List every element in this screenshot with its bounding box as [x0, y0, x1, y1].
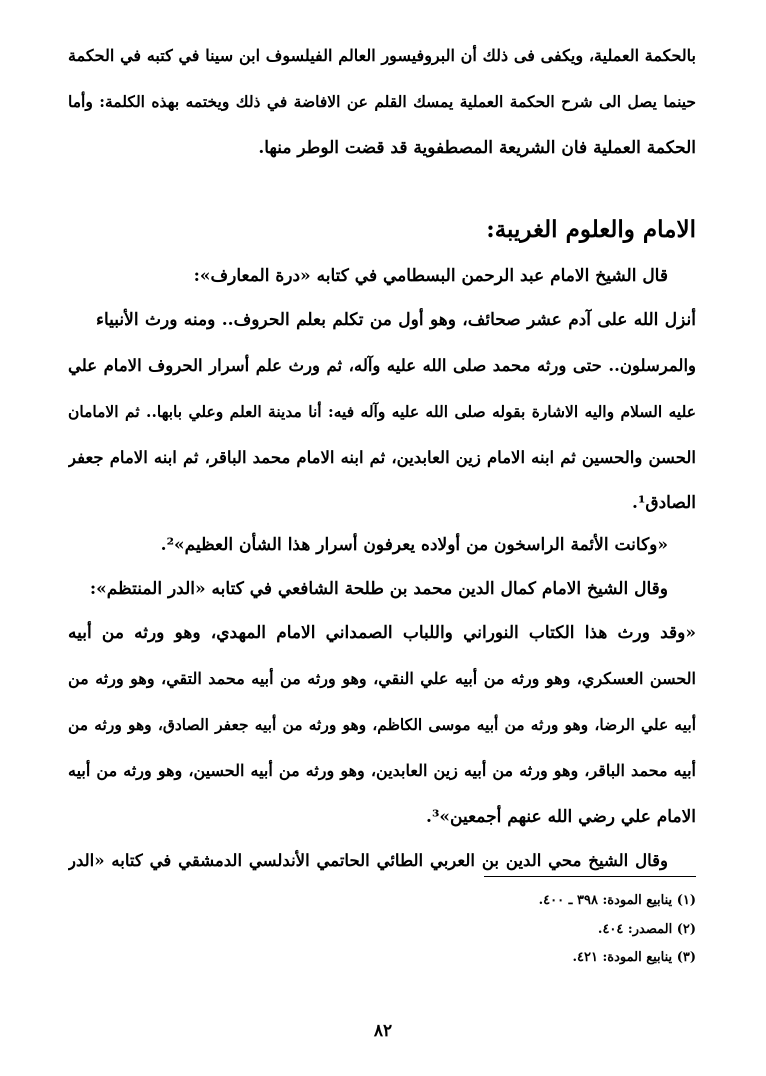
body-line: الحسن العسكري، وهو ورثه من أبيه علي النقي، وهو ورثه من أبيه محمد التقي، وهو ورثه من [68, 669, 696, 688]
body-line: أبيه محمد الباقر، وهو ورثه من أبيه زين العابدين، وهو ورثه من أبيه الحسين، وهو ورثه من أبيه [68, 761, 696, 780]
body-line: عليه السلام واليه الاشارة بقوله صلى الله عليه وآله فيه: أنا مدينة العلم وعلي بابها.. ثم الامامان [68, 402, 696, 421]
body-line: وقال الشيخ الامام كمال الدين محمد بن طلحة الشافعي في كتابه «الدر المنتظم»: [89, 579, 668, 599]
body-line: الحكمة العملية فان الشريعة المصطفوية قد قضت الوطر منها. [258, 138, 696, 158]
body-line: أنزل الله على آدم عشر صحائف، وهو أول من تكلم بعلم الحروف.. ومنه ورث الأنبياء [96, 310, 696, 330]
body-line: بالحكمة العملية، ويكفى فى ذلك أن البروفيسور العالم الفيلسوف ابن سينا في كتبه في الحكمة [68, 46, 696, 65]
quote-line: «وكانت الأئمة الراسخون من أولاده يعرفون أسرار هذا الشأن العظيم»². [160, 535, 668, 555]
section-heading: الامام والعلوم الغريبة: [486, 216, 696, 243]
page-number: ٨٢ [373, 1021, 393, 1041]
body-line: حينما يصل الى شرح الحكمة العملية يمسك القلم عن الافاضة في ذلك ويختمه بهذه الكلمة: وأما [68, 92, 696, 111]
footnote: (٣) ينابيع المودة: ٤٢١. [572, 950, 696, 965]
body-line: قال الشيخ الامام عبد الرحمن البسطامي في كتابه «درة المعارف»: [193, 266, 668, 286]
body-line: وقال الشيخ محي الدين بن العربي الطائي الحاتمي الأندلسي الدمشقي في كتابه «الدر [68, 851, 668, 870]
body-line: الصادق¹. [632, 493, 696, 513]
body-line: الحسن والحسين ثم ابنه الامام زين العابدين، ثم ابنه الامام محمد الباقر، ثم ابنه الامام جعفر [68, 448, 696, 467]
footnote: (١) ينابيع المودة: ٣٩٨ ـ ٤٠٠. [538, 893, 696, 908]
body-line: أبيه علي الرضا، وهو ورثه من أبيه موسى الكاظم، وهو ورثه من أبيه جعفر الصادق، وهو ورثه من [68, 715, 696, 734]
body-line: والمرسلون.. حتى ورثه محمد صلى الله عليه وآله، ثم ورث علم أسرار الحروف الامام علي [68, 356, 696, 375]
body-line: الامام علي رضي الله عنهم أجمعين»³. [426, 807, 696, 827]
body-line: «وقد ورث هذا الكتاب النوراني واللباب الصمداني الامام المهدي، وهو ورثه من أبيه [68, 623, 696, 643]
footnote-divider [484, 876, 696, 877]
footnote: (٢) المصدر: ٤٠٤. [597, 922, 696, 937]
